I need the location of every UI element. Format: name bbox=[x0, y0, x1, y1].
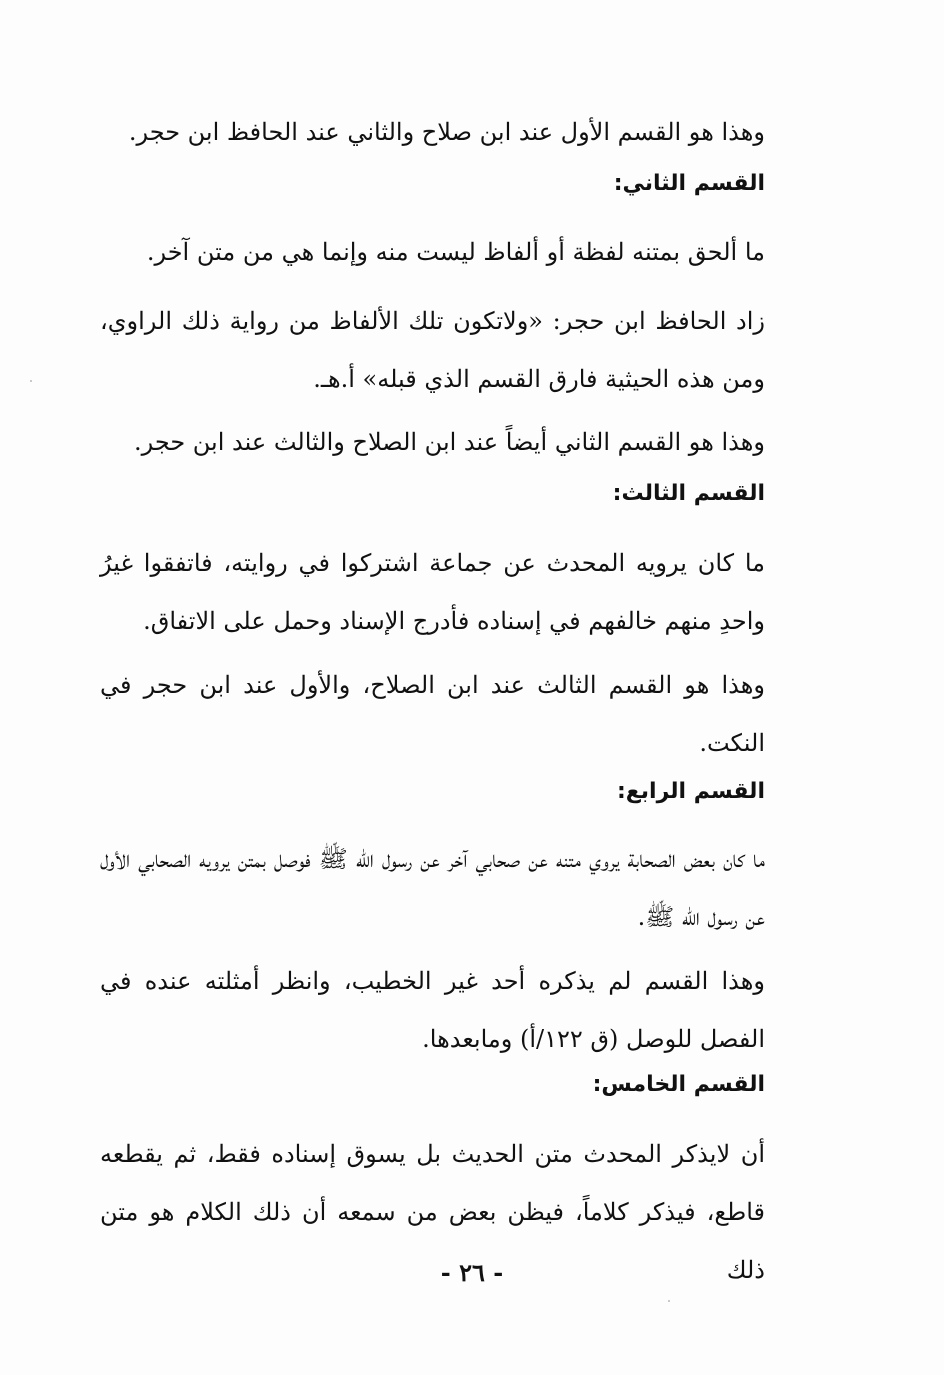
paragraph-5: ما كان يرويه المحدث عن جماعة اشتركوا في روايته، فاتفقوا غيرُ واحدِ منهم خالفهم في إسناده فأدرج الإسناد وحمل على الاتفاق. bbox=[100, 549, 765, 635]
paragraph-3: زاد الحافظ ابن حجر: «ولاتكون تلك الألفاظ من رواية ذلك الراوي، ومن هذه الحيثية فارق القسم الذي قبله» أ.هـ. bbox=[100, 307, 765, 393]
paragraph-1: وهذا هو القسم الأول عند ابن صلاح والثاني عند الحافظ ابن حجر. bbox=[128, 118, 765, 146]
heading-section-4: القسم الرابع: bbox=[616, 779, 765, 804]
paragraph-8: وهذا القسم لم يذكره أحد غير الخطيب، وانظر أمثلته عنده في الفصل للوصل (ق ١٢٢/أ) ومابعدها. bbox=[100, 967, 766, 1053]
paragraph-7: ما كان بعض الصحابة يروي متنه عن صحابي آخر عن رسول الله ﷺ فوصل بمتن يرويه الصحابي الأول عن رسول الله ﷺ. bbox=[100, 845, 765, 931]
page-number: - ٢٦ - bbox=[440, 1258, 504, 1287]
paragraph-2: ما ألحق بمتنه لفظة أو ألفاظ ليست منه وإنما هي من متن آخر. bbox=[146, 238, 765, 266]
scan-speck bbox=[30, 380, 32, 382]
paragraph-6: وهذا هو القسم الثالث عند ابن الصلاح، والأول عند ابن حجر في النكت. bbox=[100, 671, 765, 757]
heading-section-3: القسم الثالث: bbox=[612, 481, 765, 506]
heading-section-2: القسم الثاني: bbox=[613, 171, 765, 196]
scan-speck bbox=[668, 1300, 670, 1302]
paragraph-9: أن لايذكر المحدث متن الحديث بل يسوق إسناده فقط، ثم يقطعه قاطع، فيذكر كلاماً، فيظن بعض من سمعه أن ذلك الكلام هو متن ذلك bbox=[100, 1140, 765, 1284]
paragraph-4: وهذا هو القسم الثاني أيضاً عند ابن الصلاح والثالث عند ابن حجر. bbox=[133, 428, 765, 456]
heading-section-5: القسم الخامس: bbox=[592, 1072, 765, 1097]
